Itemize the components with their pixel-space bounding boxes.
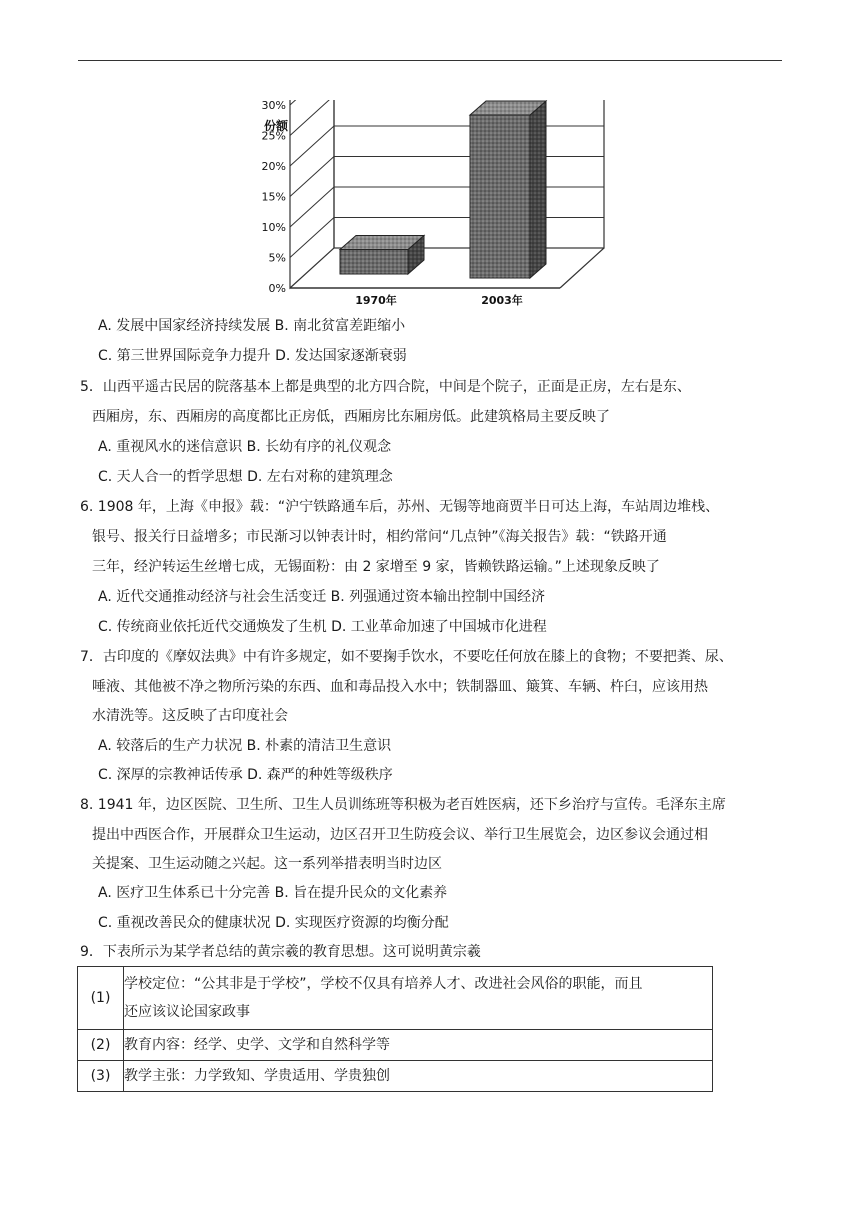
q8-options-line-1: A. 医疗卫生体系已十分完善 B. 旨在提升民众的文化素养 (98, 885, 448, 901)
q6-stem-line-1: 6. 1908 年，上海《申报》载：“沪宁铁路通车后，苏州、无锡等地商贾半日可达上海，车站周边堆栈、 (80, 499, 720, 515)
chart-frame (290, 100, 604, 288)
y-tick-label: 5% (268, 251, 286, 265)
row-number: (3) (78, 1061, 124, 1092)
q6-options-line-1: A. 近代交通推动经济与社会生活变迁 B. 列强通过资本输出控制中国经济 (98, 589, 546, 605)
row-text: 教育内容：经学、史学、文学和自然科学等 (124, 1030, 713, 1061)
chart-gridlines (290, 100, 604, 258)
q5-options-line-2: C. 天人合一的哲学思想 D. 左右对称的建筑理念 (98, 469, 393, 485)
q7-stem-line-1: 7．古印度的《摩奴法典》中有许多规定，如不要掬手饮水，不要吃任何放在膝上的食物；不要把粪、尿、 (80, 649, 733, 665)
q7-options-line-1: A. 较落后的生产力状况 B. 朴素的清洁卫生意识 (98, 738, 392, 754)
q4-options-line-2: C. 第三世界国际竞争力提升 D. 发达国家逐渐衰弱 (98, 348, 407, 364)
q8-options-line-2: C. 重视改善民众的健康状况 D. 实现医疗资源的均衡分配 (98, 915, 449, 931)
bar-2003年 (470, 101, 546, 278)
q5-options-line-1: A. 重视风水的迷信意识 B. 长幼有序的礼仪观念 (98, 439, 392, 455)
q6-options-line-2: C. 传统商业依托近代交通焕发了生机 D. 工业革命加速了中国城市化进程 (98, 619, 547, 635)
bar-chart (250, 100, 610, 310)
q7-stem-line-3: 水清洗等。这反映了古印度社会 (92, 708, 288, 724)
row-number: (1) (78, 967, 124, 1030)
row-text-line: 学校定位：“公其非是于学校”，学校不仅具有培养人才、改进社会风俗的职能，而且 (124, 976, 643, 992)
row-number: (2) (78, 1030, 124, 1061)
q4-options-line-1: A. 发展中国家经济持续发展 B. 南北贫富差距缩小 (98, 318, 406, 334)
q9-stem: 9．下表所示为某学者总结的黄宗羲的教育思想。这可说明黄宗羲 (80, 944, 481, 960)
y-tick-label: 25% (261, 129, 286, 143)
header-rule (78, 60, 782, 61)
y-tick-label: 30% (261, 100, 286, 112)
row-text: 教学主张：力学致知、学贵适用、学贵独创 (124, 1061, 713, 1092)
bar-1970年 (340, 236, 424, 275)
row-text-line: 还应该议论国家政事 (124, 1004, 250, 1020)
y-axis-label: 份额 (264, 119, 289, 133)
q7-options-line-2: C. 深厚的宗教神话传承 D. 森严的种姓等级秩序 (98, 767, 393, 783)
y-tick-label: 10% (261, 221, 286, 234)
table-row (78, 1061, 713, 1092)
q6-stem-line-2: 银号、报关行日益增多；市民渐习以钟表计时，相约常问“几点钟”《海关报告》载：“铁路开通 (92, 529, 667, 545)
q5-stem-line-2: 西厢房，东、西厢房的高度都比正房低，西厢房比东厢房低。此建筑格局主要反映了 (92, 409, 610, 425)
table-row (78, 1030, 713, 1061)
q9-table (77, 966, 713, 1092)
table-row (78, 967, 713, 1030)
q8-stem-line-2: 提出中西医合作，开展群众卫生运动，边区召开卫生防疫会议、举行卫生展览会，边区参议会通过相 (92, 827, 708, 843)
q8-stem-line-1: 8. 1941 年，边区医院、卫生所、卫生人员训练班等积极为老百姓医病，还下乡治疗与宣传。毛泽东主席 (80, 797, 726, 813)
q5-stem-line-1: 5．山西平遥古民居的院落基本上都是典型的北方四合院，中间是个院子，正面是正房，左右是东、 (80, 379, 691, 395)
row-text (124, 967, 713, 1030)
q7-stem-line-2: 唾液、其他被不净之物所污染的东西、血和毒品投入水中；铁制器皿、簸箕、车辆、杵臼，应该用热 (92, 679, 708, 695)
x-tick-label: 2003年 (481, 294, 523, 307)
y-tick-label: 15% (261, 190, 286, 204)
q6-stem-line-3: 三年，经沪转运生丝增七成，无锡面粉：由 2 家增至 9 家，皆赖铁路运输。”上述现象反映了 (92, 559, 660, 575)
y-tick-label: 20% (261, 160, 286, 173)
q8-stem-line-3: 关提案、卫生运动随之兴起。这一系列举措表明当时边区 (92, 856, 442, 872)
y-tick-label: 0% (268, 282, 286, 295)
x-tick-label: 1970年 (355, 294, 397, 307)
